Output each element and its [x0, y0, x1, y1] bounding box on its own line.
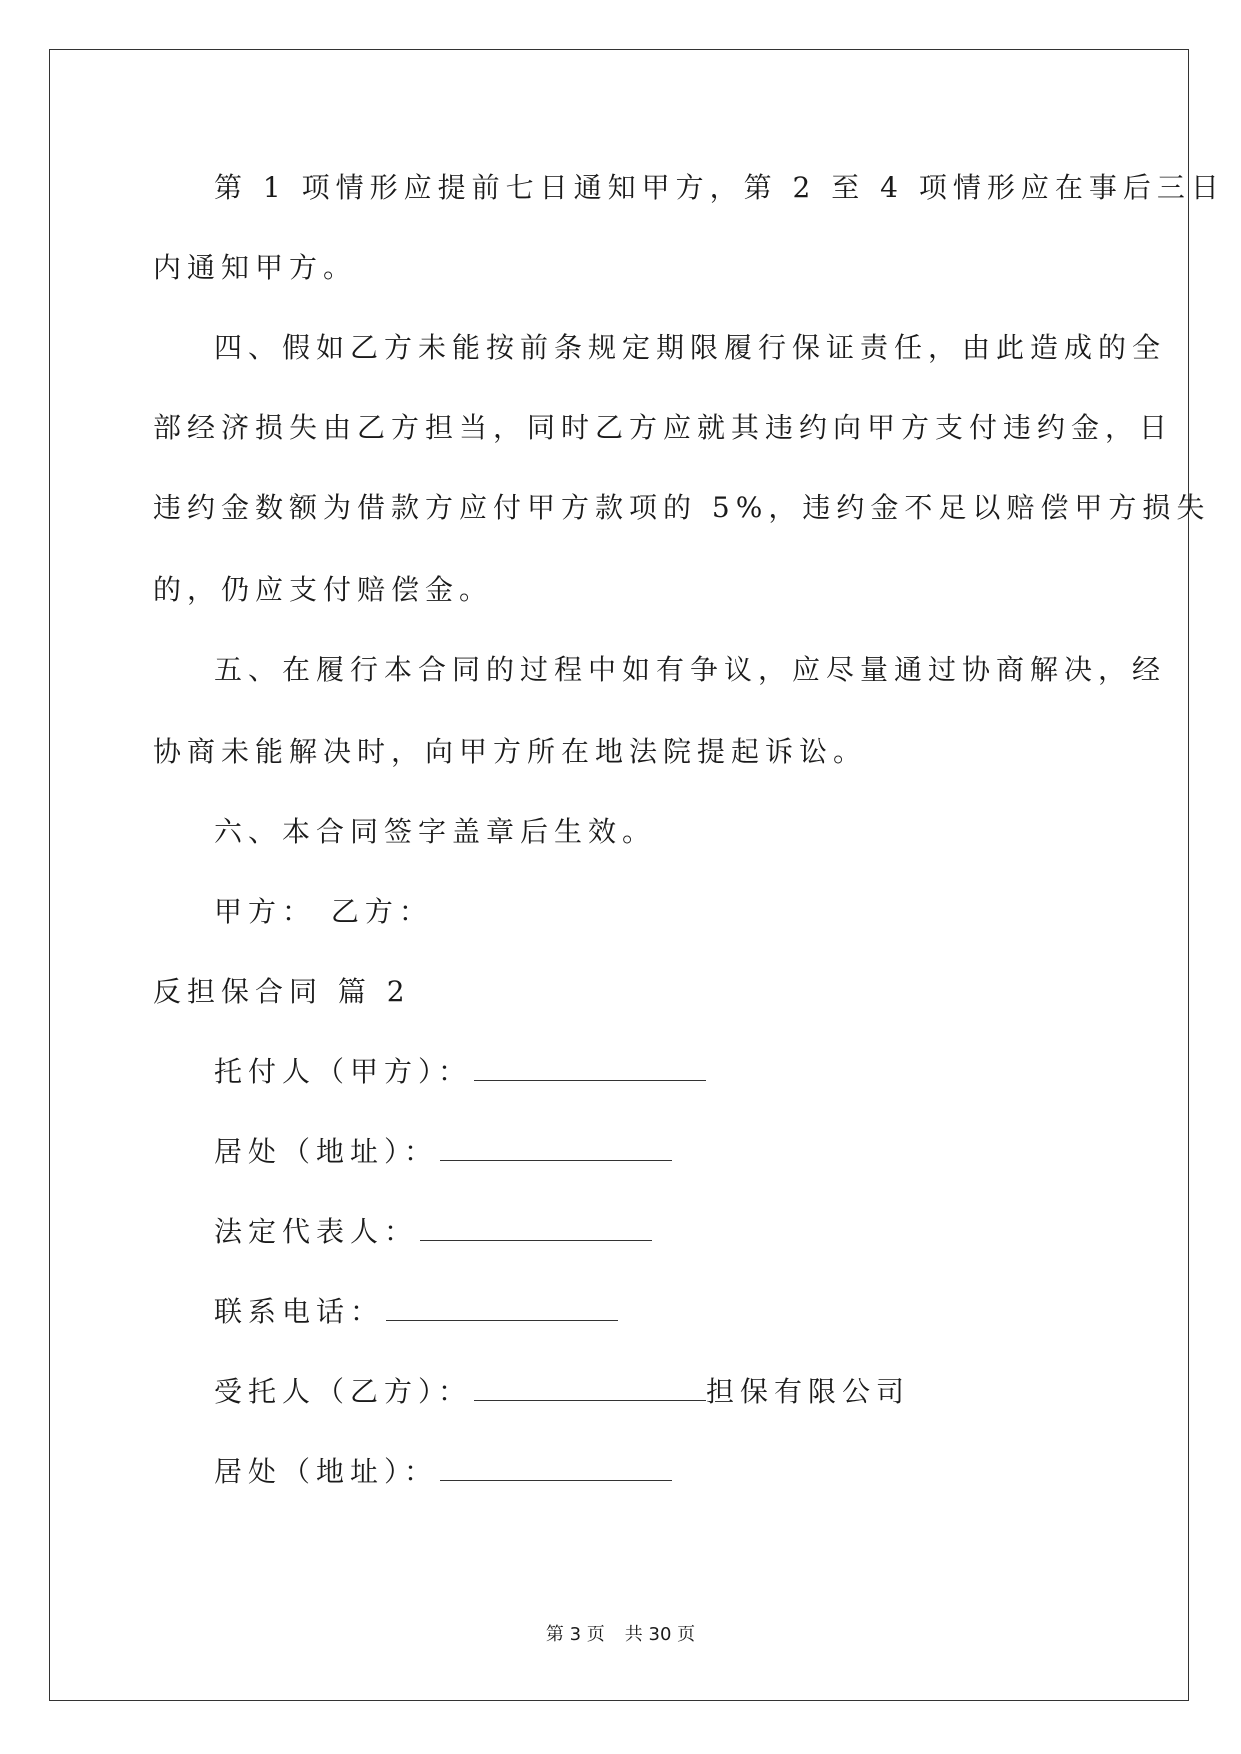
paragraph-line: 四、假如乙方未能按前条规定期限履行保证责任，由此造成的全: [214, 331, 1167, 364]
section-heading: 反担保合同 篇 2: [153, 975, 411, 1008]
fill-blank: [474, 1054, 706, 1081]
fill-blank: [474, 1374, 706, 1401]
paragraph-line: 内通知甲方。: [153, 251, 358, 284]
fill-blank: [440, 1134, 672, 1161]
field-label: 居处（地址）：: [214, 1455, 439, 1488]
page-total: 共 30 页: [624, 1624, 696, 1645]
field-label: 法定代表人：: [214, 1215, 419, 1248]
paragraph-line: 违约金数额为借款方应付甲方款项的 5%，违约金不足以赔偿甲方损失: [153, 491, 1211, 524]
field-label: 受托人（乙方）：: [214, 1375, 473, 1408]
field-label: 托付人（甲方）：: [214, 1055, 473, 1088]
field-label: 居处（地址）：: [214, 1135, 439, 1168]
form-field: [214, 1452, 672, 1492]
paragraph-line: 协商未能解决时，向甲方所在地法院提起诉讼。: [153, 735, 868, 768]
page-footer: [0, 1623, 1241, 1647]
signature-line: 甲方： 乙方：: [214, 895, 433, 928]
form-field: [214, 1212, 652, 1252]
form-field: [214, 1132, 672, 1172]
field-label: 联系电话：: [214, 1295, 385, 1328]
paragraph-line: 的，仍应支付赔偿金。: [153, 573, 494, 606]
paragraph-line: 六、本合同签字盖章后生效。: [214, 815, 657, 848]
fill-blank: [420, 1214, 652, 1241]
field-suffix: 担保有限公司: [706, 1375, 911, 1408]
form-field: [214, 1052, 706, 1092]
form-field: [214, 1372, 910, 1412]
form-field: [214, 1292, 618, 1332]
page-number: 第 3 页: [545, 1624, 605, 1645]
paragraph-line: 五、在履行本合同的过程中如有争议，应尽量通过协商解决，经: [214, 653, 1167, 686]
paragraph-line: 部经济损失由乙方担当，同时乙方应就其违约向甲方支付违约金，日: [153, 411, 1174, 444]
paragraph-line: 第 1 项情形应提前七日通知甲方，第 2 至 4 项情形应在事后三日: [214, 171, 1225, 204]
fill-blank: [386, 1294, 618, 1321]
fill-blank: [440, 1454, 672, 1481]
